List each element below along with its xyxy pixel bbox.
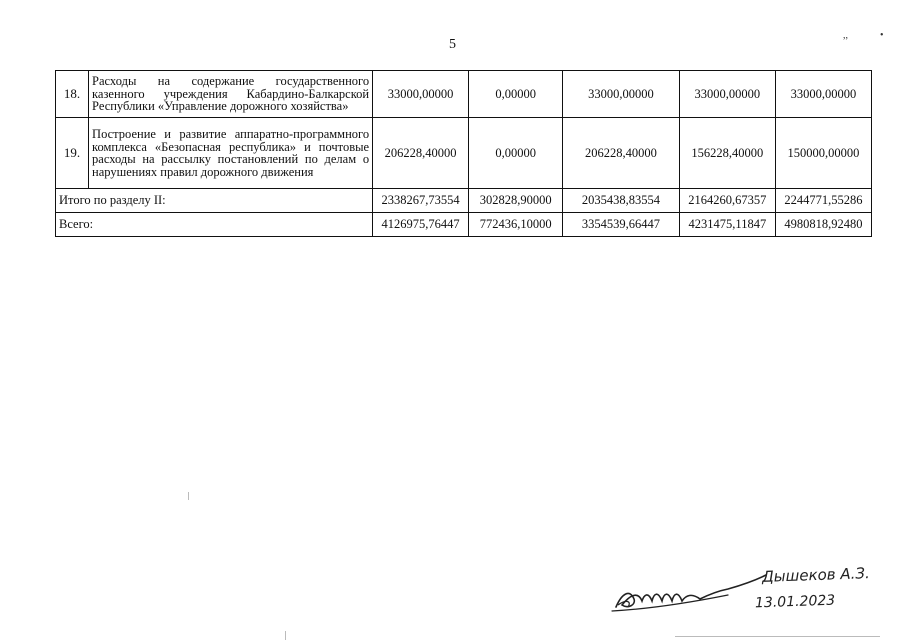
- value-cell: 156228,40000: [679, 118, 775, 189]
- value-cell: 33000,00000: [775, 71, 871, 118]
- value-cell: 4126975,76447: [373, 213, 469, 237]
- row-number: 19.: [56, 118, 89, 189]
- value-cell: 2164260,67357: [679, 189, 775, 213]
- value-cell: 772436,10000: [469, 213, 563, 237]
- total-row: [56, 213, 872, 237]
- value-cell: 4980818,92480: [775, 213, 871, 237]
- value-cell: 2035438,83554: [563, 189, 680, 213]
- scan-artifact: [188, 492, 189, 500]
- row-number: 18.: [56, 71, 89, 118]
- scan-artifact: [675, 636, 880, 637]
- corner-mark: ,,: [843, 30, 848, 41]
- value-cell: 33000,00000: [563, 71, 680, 118]
- value-cell: 150000,00000: [775, 118, 871, 189]
- signature-date: 13.01.2023: [754, 592, 836, 612]
- page-number: 5: [449, 37, 456, 52]
- scan-artifact: [285, 631, 286, 640]
- table-row: [56, 118, 872, 189]
- row-description: Построение и развитие аппаратно-программного комплекса «Безопасная республика» и почтовые расходы на рассылку постановлений по делам о нарушениях правил дорожного движения: [89, 118, 373, 189]
- signature-name: Дышеков А.З.: [761, 564, 871, 586]
- value-cell: 206228,40000: [563, 118, 680, 189]
- value-cell: 2338267,73554: [373, 189, 469, 213]
- value-cell: 0,00000: [469, 118, 563, 189]
- value-cell: 33000,00000: [373, 71, 469, 118]
- value-cell: 206228,40000: [373, 118, 469, 189]
- subtotal-label: Итого по разделу II:: [56, 189, 373, 213]
- table-row: [56, 71, 872, 118]
- corner-mark: •: [880, 30, 884, 41]
- total-label: Всего:: [56, 213, 373, 237]
- budget-table: [55, 70, 872, 237]
- value-cell: 302828,90000: [469, 189, 563, 213]
- value-cell: 2244771,55286: [775, 189, 871, 213]
- value-cell: 0,00000: [469, 71, 563, 118]
- value-cell: 3354539,66447: [563, 213, 680, 237]
- row-description: Расходы на содержание государственного казенного учреждения Кабардино-Балкарской Республики «Управление дорожного хозяйства»: [89, 71, 373, 118]
- value-cell: 4231475,11847: [679, 213, 775, 237]
- subtotal-row: [56, 189, 872, 213]
- value-cell: 33000,00000: [679, 71, 775, 118]
